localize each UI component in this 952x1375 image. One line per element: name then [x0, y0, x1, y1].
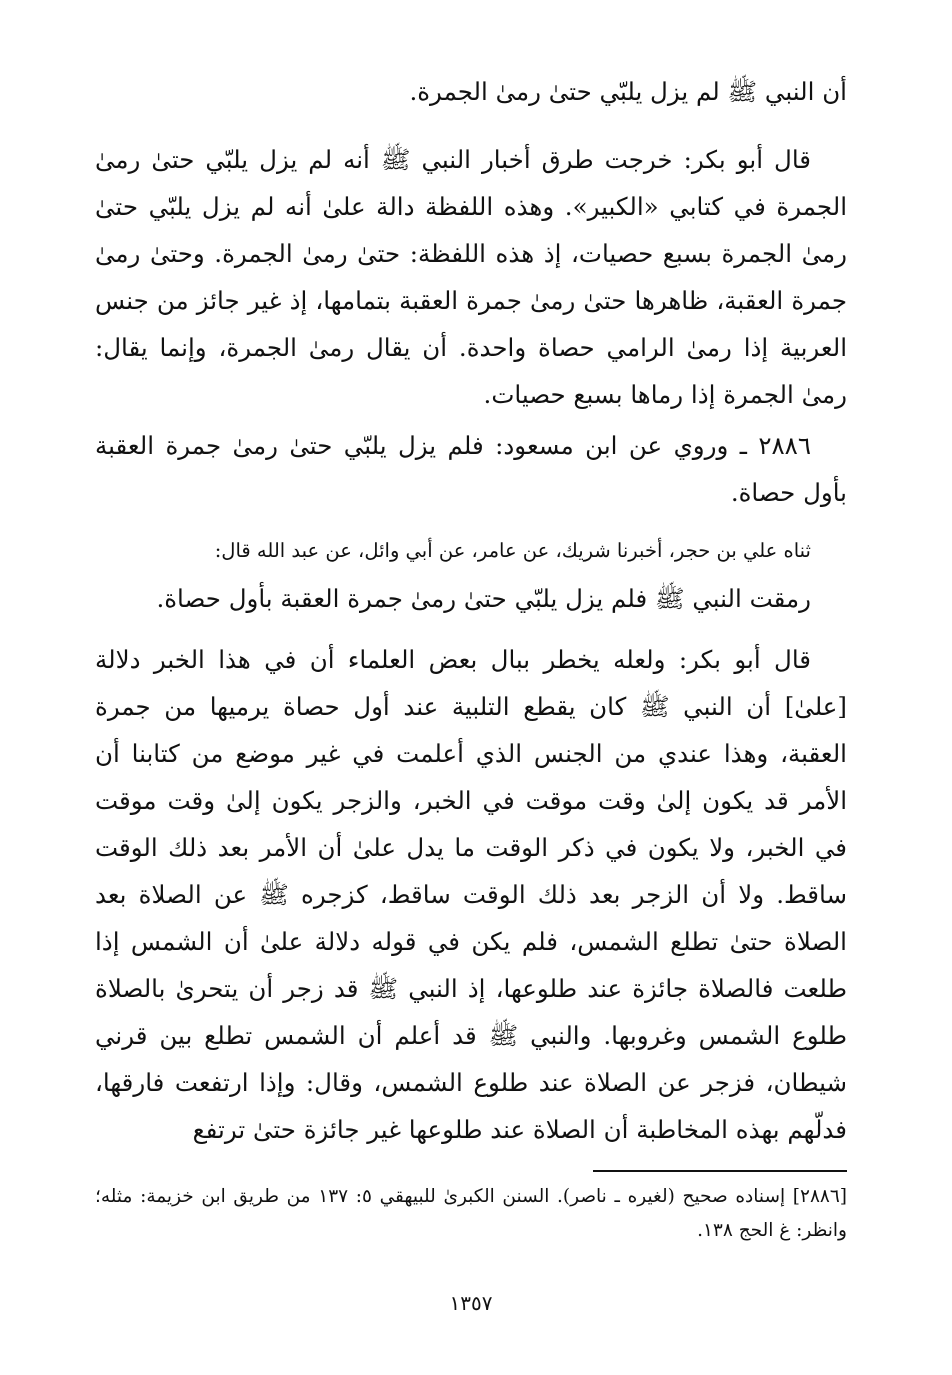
hadith-2886: ٢٨٨٦ ـ وروي عن ابن مسعود: فلم يزل يلبّي حتىٰ رمىٰ جمرة العقبة بأول حصاة. [95, 431, 847, 507]
paragraph-commentary: قال أبو بكر: ولعله يخطر ببال بعض العلماء أن في هذا الخبر دلالة [علىٰ] أن النبي ﷺ كان يقطع التلبية عند أول حصاة يرميها من جمرة العقبة، وهذا عندي من الجنس الذي أعلمت في غير موضع من كتابنا أن الأمر قد يكون إلىٰ وقت موقت في الخبر، والزجر يكون إلىٰ وقت موقت في الخبر، ولا يكون في ذكر الوقت ما يدل علىٰ أن الأمر بعد ذلك الوقت ساقط. ولا أن الزجر بعد ذلك الوقت ساقط، كزجره ﷺ عن الصلاة بعد الصلاة حتىٰ تطلع الشمس، فلم يكن في قوله دلالة علىٰ أن الشمس إذا طلعت فالصلاة جائزة عند طلوعها، إذ النبي ﷺ قد زجر أن يتحرىٰ بالصلاة طلوع الشمس وغروبها. والنبي ﷺ قد أعلم أن الشمس تطلع بين قرني شيطان، فزجر عن الصلاة عند طلوع الشمس، وقال: وإذا ارتفعت فارقها، فدلّهم بهذه المخاطبة أن الصلاة عند طلوعها غير جائزة حتىٰ ترتفع [95, 645, 847, 1144]
isnad-chain: ثناه علي بن حجر، أخبرنا شريك، عن عامر، عن أبي وائل، عن عبد الله قال: [214, 539, 811, 562]
paragraph-2: قال أبو بكر: خرجت طرق أخبار النبي ﷺ أنه لم يزل يلبّي حتىٰ رمىٰ الجمرة في كتابي «الكبير». وهذه اللفظة دالة علىٰ أنه لم يزل يلبّي حتىٰ رمىٰ الجمرة بسبع حصيات، إذ هذه اللفظة: حتىٰ رمىٰ الجمرة. وحتىٰ رمىٰ جمرة العقبة، ظاهرها حتىٰ رمىٰ جمرة العقبة بتمامها، إذ غير جائز من جنس العربية إذا رمىٰ الرامي حصاة واحدة. أن يقال رمىٰ الجمرة، وإنما يقال: رمىٰ الجمرة إذا رماها بسبع حصيات. [95, 145, 847, 409]
page-number: ١٣٥٧ [449, 1291, 493, 1315]
hadith-text: رمقت النبي ﷺ فلم يزل يلبّي حتىٰ رمىٰ جمرة العقبة بأول حصاة. [156, 584, 811, 613]
footnote: [٢٨٨٦] إسناده صحيح (لغيره ـ ناصر). السنن الكبرىٰ للبيهقي ٥: ١٣٧ من طريق ابن خزيمة: مثله؛ وانظر: غ الحج ١٣٨. [95, 1186, 847, 1241]
footnote-divider [593, 1170, 847, 1172]
book-page [95, 0, 847, 1375]
paragraph-1: أن النبي ﷺ لم يزل يلبّي حتىٰ رمىٰ الجمرة. [409, 77, 847, 106]
